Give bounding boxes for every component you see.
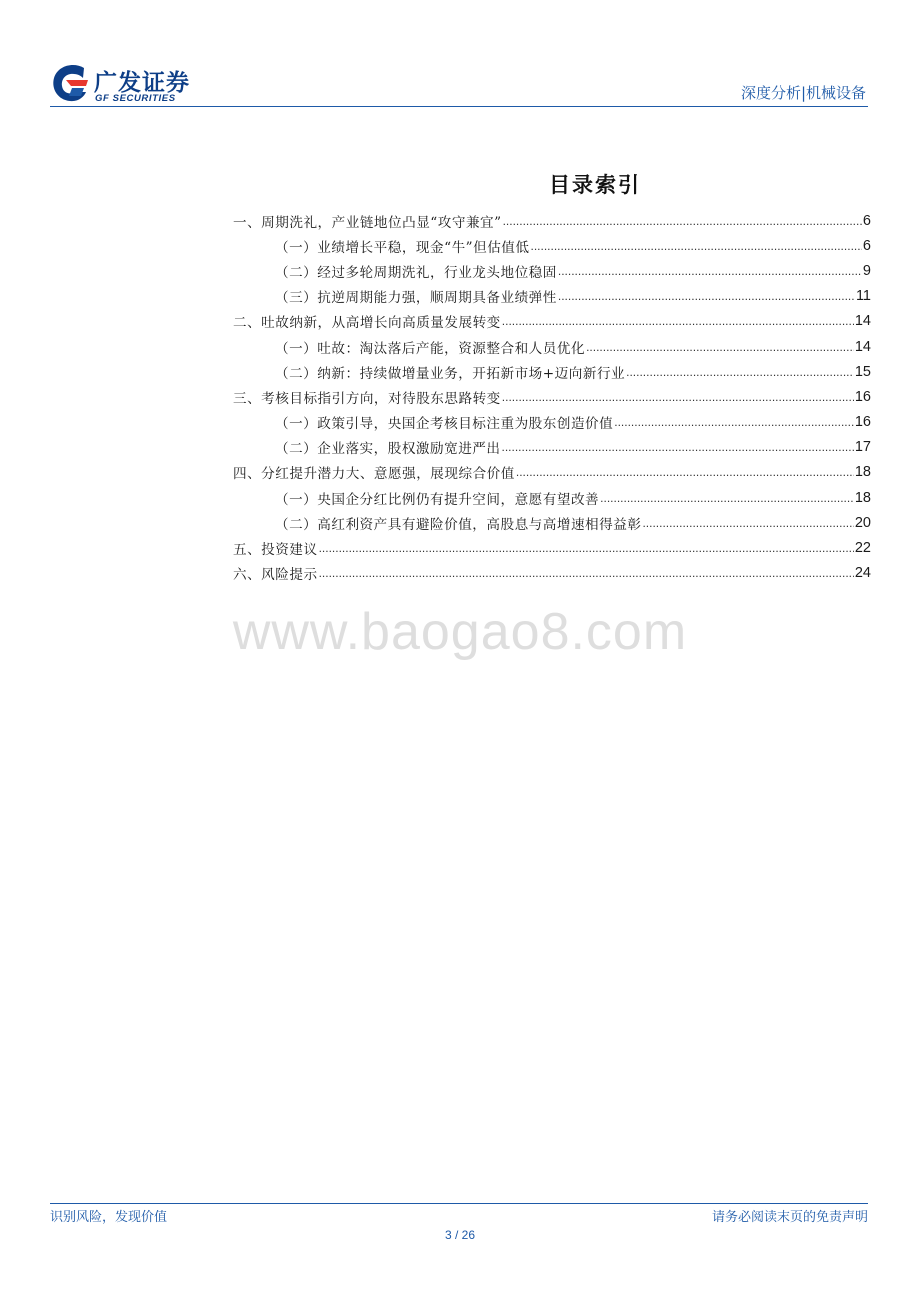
- toc-entry-page: 6: [862, 237, 871, 254]
- toc-entry-page: 6: [862, 212, 871, 229]
- logo-text-en: GF SECURITIES: [95, 93, 176, 104]
- toc-entry-text: 四、分红提升潜力大、意愿强，展现综合价值: [233, 466, 515, 483]
- toc-entry-text: 五、投资建议: [233, 542, 318, 559]
- toc-entry-page: 18: [854, 489, 871, 506]
- report-category: 深度分析|机械设备: [740, 84, 866, 102]
- toc-entry-text: （一）吐故：淘汰落后产能，资源整合和人员优化: [275, 340, 586, 357]
- toc-leader-dots: [319, 566, 854, 580]
- toc-entry[interactable]: [233, 460, 871, 485]
- toc-entry[interactable]: [233, 485, 871, 510]
- toc-entry-page: 18: [854, 464, 871, 481]
- toc-entry-text: （二）纳新：持续做增量业务，开拓新市场+迈向新行业: [275, 365, 626, 382]
- footer-disclaimer: 请务必阅读末页的免责声明: [711, 1210, 868, 1225]
- toc-entry-page: 15: [854, 363, 871, 380]
- toc-entry[interactable]: [233, 258, 871, 283]
- toc-leader-dots: [614, 415, 854, 429]
- toc-title: 目录索引: [549, 173, 641, 197]
- toc-entry-text: （一）政策引导，央国企考核目标注重为股东创造价值: [275, 416, 614, 433]
- toc-entry[interactable]: [233, 435, 871, 460]
- toc-entry-text: （三）抗逆周期能力强，顺周期具备业绩弹性: [275, 290, 557, 307]
- toc-entry-text: 二、吐故纳新，从高增长向高质量发展转变: [233, 315, 501, 332]
- toc-entry-text: （一）央国企分红比例仍有提升空间，意愿有望改善: [275, 491, 600, 508]
- table-of-contents: [233, 208, 871, 586]
- toc-entry-page: 14: [854, 313, 871, 330]
- toc-entry[interactable]: [233, 359, 871, 384]
- toc-entry-page: 17: [854, 439, 871, 456]
- toc-entry[interactable]: [233, 233, 871, 258]
- toc-entry-page: 9: [862, 262, 871, 279]
- footer-slogan: 识别风险，发现价值: [50, 1210, 168, 1225]
- header-divider: [50, 106, 868, 107]
- toc-leader-dots: [502, 440, 854, 454]
- toc-leader-dots: [502, 390, 854, 404]
- toc-entry-page: 16: [854, 414, 871, 431]
- toc-entry-page: 22: [854, 540, 871, 557]
- page-number: 3 / 26: [444, 1228, 476, 1242]
- toc-entry[interactable]: [233, 384, 871, 409]
- watermark: www.baogao8.com: [232, 603, 688, 661]
- gf-logo-icon: [50, 62, 90, 104]
- toc-entry[interactable]: [233, 284, 871, 309]
- toc-entry-text: 三、考核目标指引方向，对待股东思路转变: [233, 390, 501, 407]
- toc-entry-text: 一、周期洗礼，产业链地位凸显“攻守兼宜”: [233, 214, 502, 231]
- footer-divider: [50, 1203, 868, 1204]
- toc-leader-dots: [503, 214, 862, 228]
- page-header: [50, 58, 868, 108]
- toc-leader-dots: [626, 365, 854, 379]
- toc-entry-page: 20: [854, 514, 871, 531]
- toc-entry-text: （二）高红利资产具有避险价值，高股息与高增速相得益彰: [275, 516, 642, 533]
- toc-leader-dots: [516, 465, 854, 479]
- toc-entry-text: （二）经过多轮周期洗礼，行业龙头地位稳固: [275, 264, 557, 281]
- toc-leader-dots: [600, 491, 854, 505]
- toc-entry[interactable]: [233, 208, 871, 233]
- toc-leader-dots: [642, 516, 853, 530]
- toc-entry[interactable]: [233, 510, 871, 535]
- toc-entry-text: 六、风险提示: [233, 567, 318, 584]
- toc-entry[interactable]: [233, 561, 871, 586]
- toc-entry-page: 16: [854, 388, 871, 405]
- toc-entry-page: 24: [854, 565, 871, 582]
- toc-entry-page: 14: [854, 338, 871, 355]
- toc-leader-dots: [531, 239, 862, 253]
- toc-entry-text: （二）企业落实，股权激励宽进严出: [275, 441, 501, 458]
- toc-entry[interactable]: [233, 309, 871, 334]
- toc-leader-dots: [502, 314, 854, 328]
- toc-leader-dots: [558, 264, 862, 278]
- toc-entry-text: （一）业绩增长平稳，现金“牛”但估值低: [275, 239, 530, 256]
- toc-entry[interactable]: [233, 410, 871, 435]
- toc-entry-page: 11: [855, 288, 871, 305]
- toc-leader-dots: [319, 541, 854, 555]
- logo-text-cn: 广发证券: [94, 70, 190, 96]
- gf-securities-logo: [50, 62, 200, 106]
- toc-entry[interactable]: [233, 535, 871, 560]
- toc-leader-dots: [558, 289, 855, 303]
- toc-leader-dots: [586, 340, 854, 354]
- toc-entry[interactable]: [233, 334, 871, 359]
